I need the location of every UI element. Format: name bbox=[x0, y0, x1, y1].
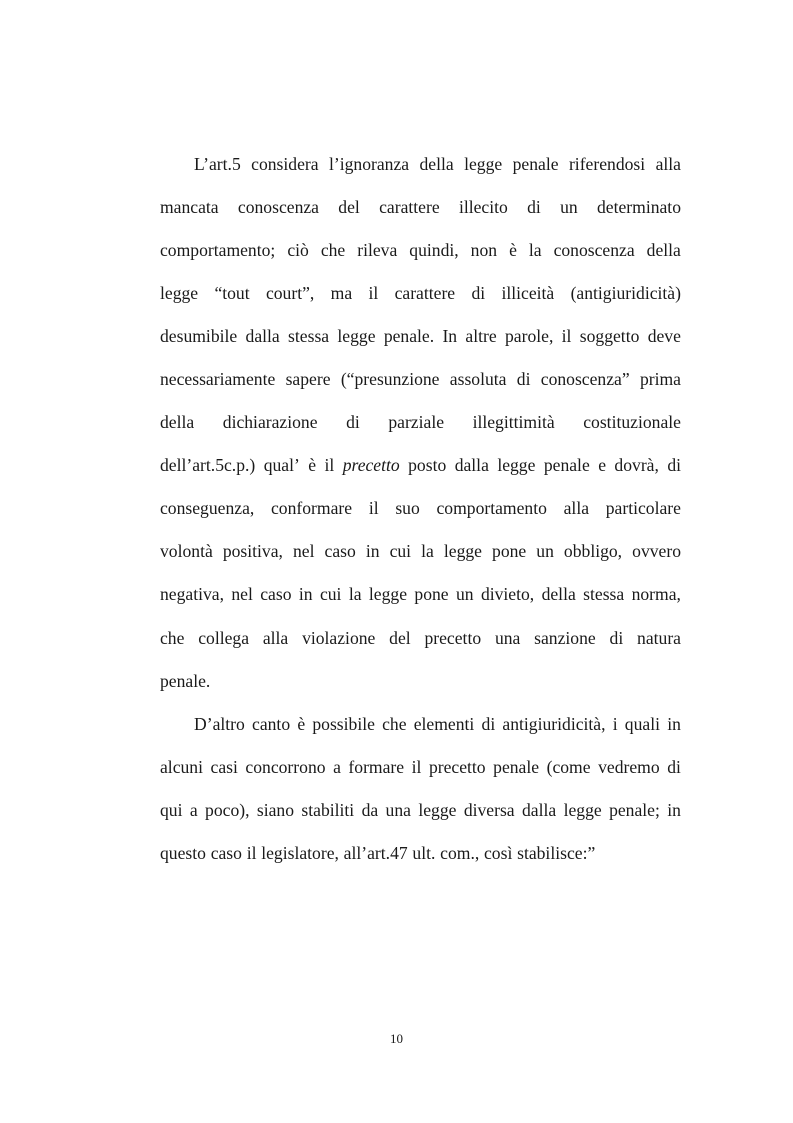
word: della bbox=[419, 154, 454, 174]
word: casi bbox=[210, 756, 238, 777]
word: è bbox=[308, 455, 317, 476]
word: com., bbox=[440, 842, 480, 863]
word: qui bbox=[160, 799, 183, 820]
word: il bbox=[246, 842, 257, 863]
paragraph-1-line bbox=[160, 401, 681, 444]
word: di bbox=[481, 713, 496, 734]
word: di bbox=[516, 369, 531, 390]
word: canto bbox=[252, 713, 291, 734]
paragraph-2-line bbox=[160, 789, 681, 832]
word: precetto bbox=[424, 627, 482, 648]
word: che bbox=[382, 713, 407, 734]
word: legge bbox=[497, 455, 536, 476]
word: della bbox=[541, 584, 576, 605]
word: suo bbox=[395, 498, 420, 519]
word: negativa, bbox=[160, 584, 224, 605]
word: caso bbox=[324, 541, 356, 562]
word: prima bbox=[639, 369, 681, 390]
paragraph-1-line bbox=[160, 358, 681, 401]
word: norma, bbox=[631, 584, 681, 605]
word: del bbox=[338, 197, 360, 218]
word: legge bbox=[160, 283, 199, 304]
word: qual’ bbox=[263, 455, 300, 476]
word: collega bbox=[198, 627, 250, 648]
word: non bbox=[470, 240, 498, 261]
word: natura bbox=[637, 627, 681, 648]
paragraph-1-line bbox=[160, 660, 681, 703]
word: legge bbox=[443, 541, 482, 562]
word: così bbox=[484, 842, 513, 863]
word: l’ignoranza bbox=[328, 154, 410, 174]
word: legge bbox=[563, 799, 602, 820]
word: precetto bbox=[428, 756, 486, 777]
word: un bbox=[560, 197, 578, 218]
word: dell’art.5c.p.) bbox=[160, 455, 256, 476]
word: una bbox=[494, 627, 521, 648]
word: un bbox=[536, 541, 554, 562]
word: (“presunzione bbox=[340, 369, 440, 390]
word: in bbox=[667, 713, 681, 734]
paragraph-1-line bbox=[160, 186, 681, 229]
word: pone bbox=[414, 584, 449, 605]
word: illiceità bbox=[501, 283, 555, 304]
word: alla bbox=[262, 627, 289, 648]
word: di bbox=[527, 197, 541, 218]
word: che bbox=[160, 627, 185, 648]
word: alcuni bbox=[160, 756, 203, 777]
word: stabiliti bbox=[301, 799, 355, 820]
word: stabilisce:” bbox=[517, 842, 596, 863]
word: della bbox=[160, 412, 195, 433]
word: il bbox=[411, 756, 422, 777]
word: dovrà, bbox=[614, 455, 659, 476]
word: caso bbox=[260, 584, 292, 605]
word: penale bbox=[493, 756, 540, 777]
word: cui bbox=[319, 584, 342, 605]
word: all’art.47 bbox=[343, 842, 408, 863]
paragraph-1-line bbox=[160, 229, 681, 272]
word: legge bbox=[337, 326, 376, 347]
word: di bbox=[346, 412, 360, 433]
word: comportamento; bbox=[160, 240, 276, 261]
word: dalla bbox=[522, 799, 557, 820]
word: quindi, bbox=[409, 240, 459, 261]
word: ciò bbox=[287, 240, 309, 261]
word: e bbox=[598, 455, 606, 476]
word: positiva, bbox=[222, 541, 283, 562]
word: a bbox=[189, 799, 198, 820]
word: court”, bbox=[265, 283, 315, 304]
word: elementi bbox=[413, 713, 475, 734]
page-number: 10 bbox=[390, 1031, 403, 1046]
word: D’altro bbox=[194, 713, 245, 734]
word: concorrono bbox=[245, 756, 326, 777]
word: il bbox=[324, 455, 335, 476]
word: legge bbox=[418, 799, 457, 820]
word: stessa bbox=[583, 584, 625, 605]
word: deve bbox=[647, 326, 681, 347]
word: violazione bbox=[302, 627, 376, 648]
word: illecito bbox=[458, 197, 508, 218]
word: ult. bbox=[412, 842, 436, 863]
word: dichiarazione bbox=[222, 412, 318, 433]
word: sapere bbox=[285, 369, 331, 390]
word: è bbox=[297, 713, 306, 734]
word: parziale bbox=[388, 412, 445, 433]
word: di bbox=[667, 455, 681, 476]
word: la bbox=[421, 541, 434, 562]
word: dalla bbox=[245, 326, 280, 347]
word: posto bbox=[408, 455, 447, 476]
paragraph-1-line bbox=[160, 487, 681, 530]
word: di bbox=[609, 627, 624, 648]
word: desumibile bbox=[160, 326, 238, 347]
word: nel bbox=[231, 584, 253, 605]
word: conoscenza bbox=[553, 240, 635, 261]
word: questo bbox=[160, 842, 206, 863]
word: necessariamente bbox=[160, 369, 276, 390]
word: In bbox=[442, 326, 458, 347]
word: nel bbox=[292, 541, 315, 562]
word: da bbox=[361, 799, 379, 820]
paragraph-2-line bbox=[160, 746, 681, 789]
word: alla bbox=[563, 498, 590, 519]
word: riferendosi bbox=[568, 154, 646, 174]
word: del bbox=[389, 627, 411, 648]
word: volontà bbox=[160, 541, 213, 562]
word: in bbox=[667, 799, 681, 820]
word: alla bbox=[655, 154, 681, 174]
word: che bbox=[320, 240, 346, 261]
paragraph-1-line bbox=[160, 143, 681, 186]
word: illegittimità bbox=[472, 412, 555, 433]
word: è bbox=[509, 240, 517, 261]
word: un bbox=[455, 584, 474, 605]
word: legislatore, bbox=[261, 842, 339, 863]
word: possibile bbox=[312, 713, 375, 734]
word: rileva bbox=[357, 240, 398, 261]
word: a bbox=[333, 756, 341, 777]
word: caso bbox=[210, 842, 242, 863]
word: conformare bbox=[271, 498, 353, 519]
word: la bbox=[528, 240, 542, 261]
word: costituzionale bbox=[583, 412, 681, 433]
word: dalla bbox=[454, 455, 489, 476]
word: il bbox=[368, 283, 379, 304]
word: particolare bbox=[605, 498, 681, 519]
paragraph-1-line bbox=[160, 444, 681, 487]
word: in bbox=[365, 541, 380, 562]
word: pone bbox=[492, 541, 527, 562]
paragraph-2-line bbox=[160, 703, 681, 746]
word: vedremo bbox=[598, 756, 660, 777]
paragraph-1-line bbox=[160, 272, 681, 315]
word: comportamento bbox=[436, 498, 547, 519]
word: carattere bbox=[394, 283, 456, 304]
word: legge bbox=[464, 154, 503, 174]
word: conoscenza” bbox=[540, 369, 630, 390]
paragraph-1-line bbox=[160, 315, 681, 358]
word: penale. bbox=[160, 670, 211, 691]
word: legge bbox=[368, 584, 408, 605]
word: altre bbox=[465, 326, 497, 347]
word: mancata bbox=[160, 197, 219, 218]
word: antigiuridicità, bbox=[502, 713, 606, 734]
word: della bbox=[646, 240, 681, 261]
word: poco), bbox=[205, 799, 250, 820]
word: la bbox=[348, 584, 362, 605]
word: sanzione bbox=[534, 627, 596, 648]
word: obbligo, bbox=[563, 541, 623, 562]
paragraph-2-line bbox=[160, 832, 681, 875]
word: stessa bbox=[288, 326, 330, 347]
paragraph-1-line bbox=[160, 573, 681, 616]
word: quali bbox=[624, 713, 660, 734]
word: di bbox=[667, 756, 681, 777]
word: conseguenza, bbox=[160, 498, 255, 519]
word: ma bbox=[330, 283, 353, 304]
word: in bbox=[298, 584, 313, 605]
word: parole, bbox=[505, 326, 554, 347]
word: i bbox=[612, 713, 618, 734]
word: il bbox=[368, 498, 379, 519]
word: una bbox=[385, 799, 411, 820]
word: di bbox=[471, 283, 486, 304]
word: penale bbox=[512, 154, 559, 174]
body-text bbox=[160, 143, 681, 875]
word: cui bbox=[389, 541, 412, 562]
word: precetto bbox=[342, 455, 400, 476]
word: L’art.5 bbox=[194, 154, 241, 174]
paragraph-1-line bbox=[160, 617, 681, 660]
word: divieto, bbox=[480, 584, 535, 605]
word: ovvero bbox=[632, 541, 681, 562]
word: diversa bbox=[463, 799, 515, 820]
word: “tout bbox=[214, 283, 250, 304]
word: penale. bbox=[383, 326, 435, 347]
paragraph-1-line bbox=[160, 530, 681, 573]
word: (antigiuridicità) bbox=[570, 283, 681, 304]
word: soggetto bbox=[579, 326, 640, 347]
word: assoluta bbox=[449, 369, 507, 390]
word: conoscenza bbox=[237, 197, 319, 218]
word: formare bbox=[348, 756, 405, 777]
word: penale bbox=[543, 455, 590, 476]
word: carattere bbox=[379, 197, 440, 218]
word: penale; bbox=[609, 799, 660, 820]
word: siano bbox=[256, 799, 295, 820]
word: (come bbox=[546, 756, 591, 777]
word: determinato bbox=[596, 197, 681, 218]
word: il bbox=[561, 326, 572, 347]
word: considera bbox=[251, 154, 319, 174]
